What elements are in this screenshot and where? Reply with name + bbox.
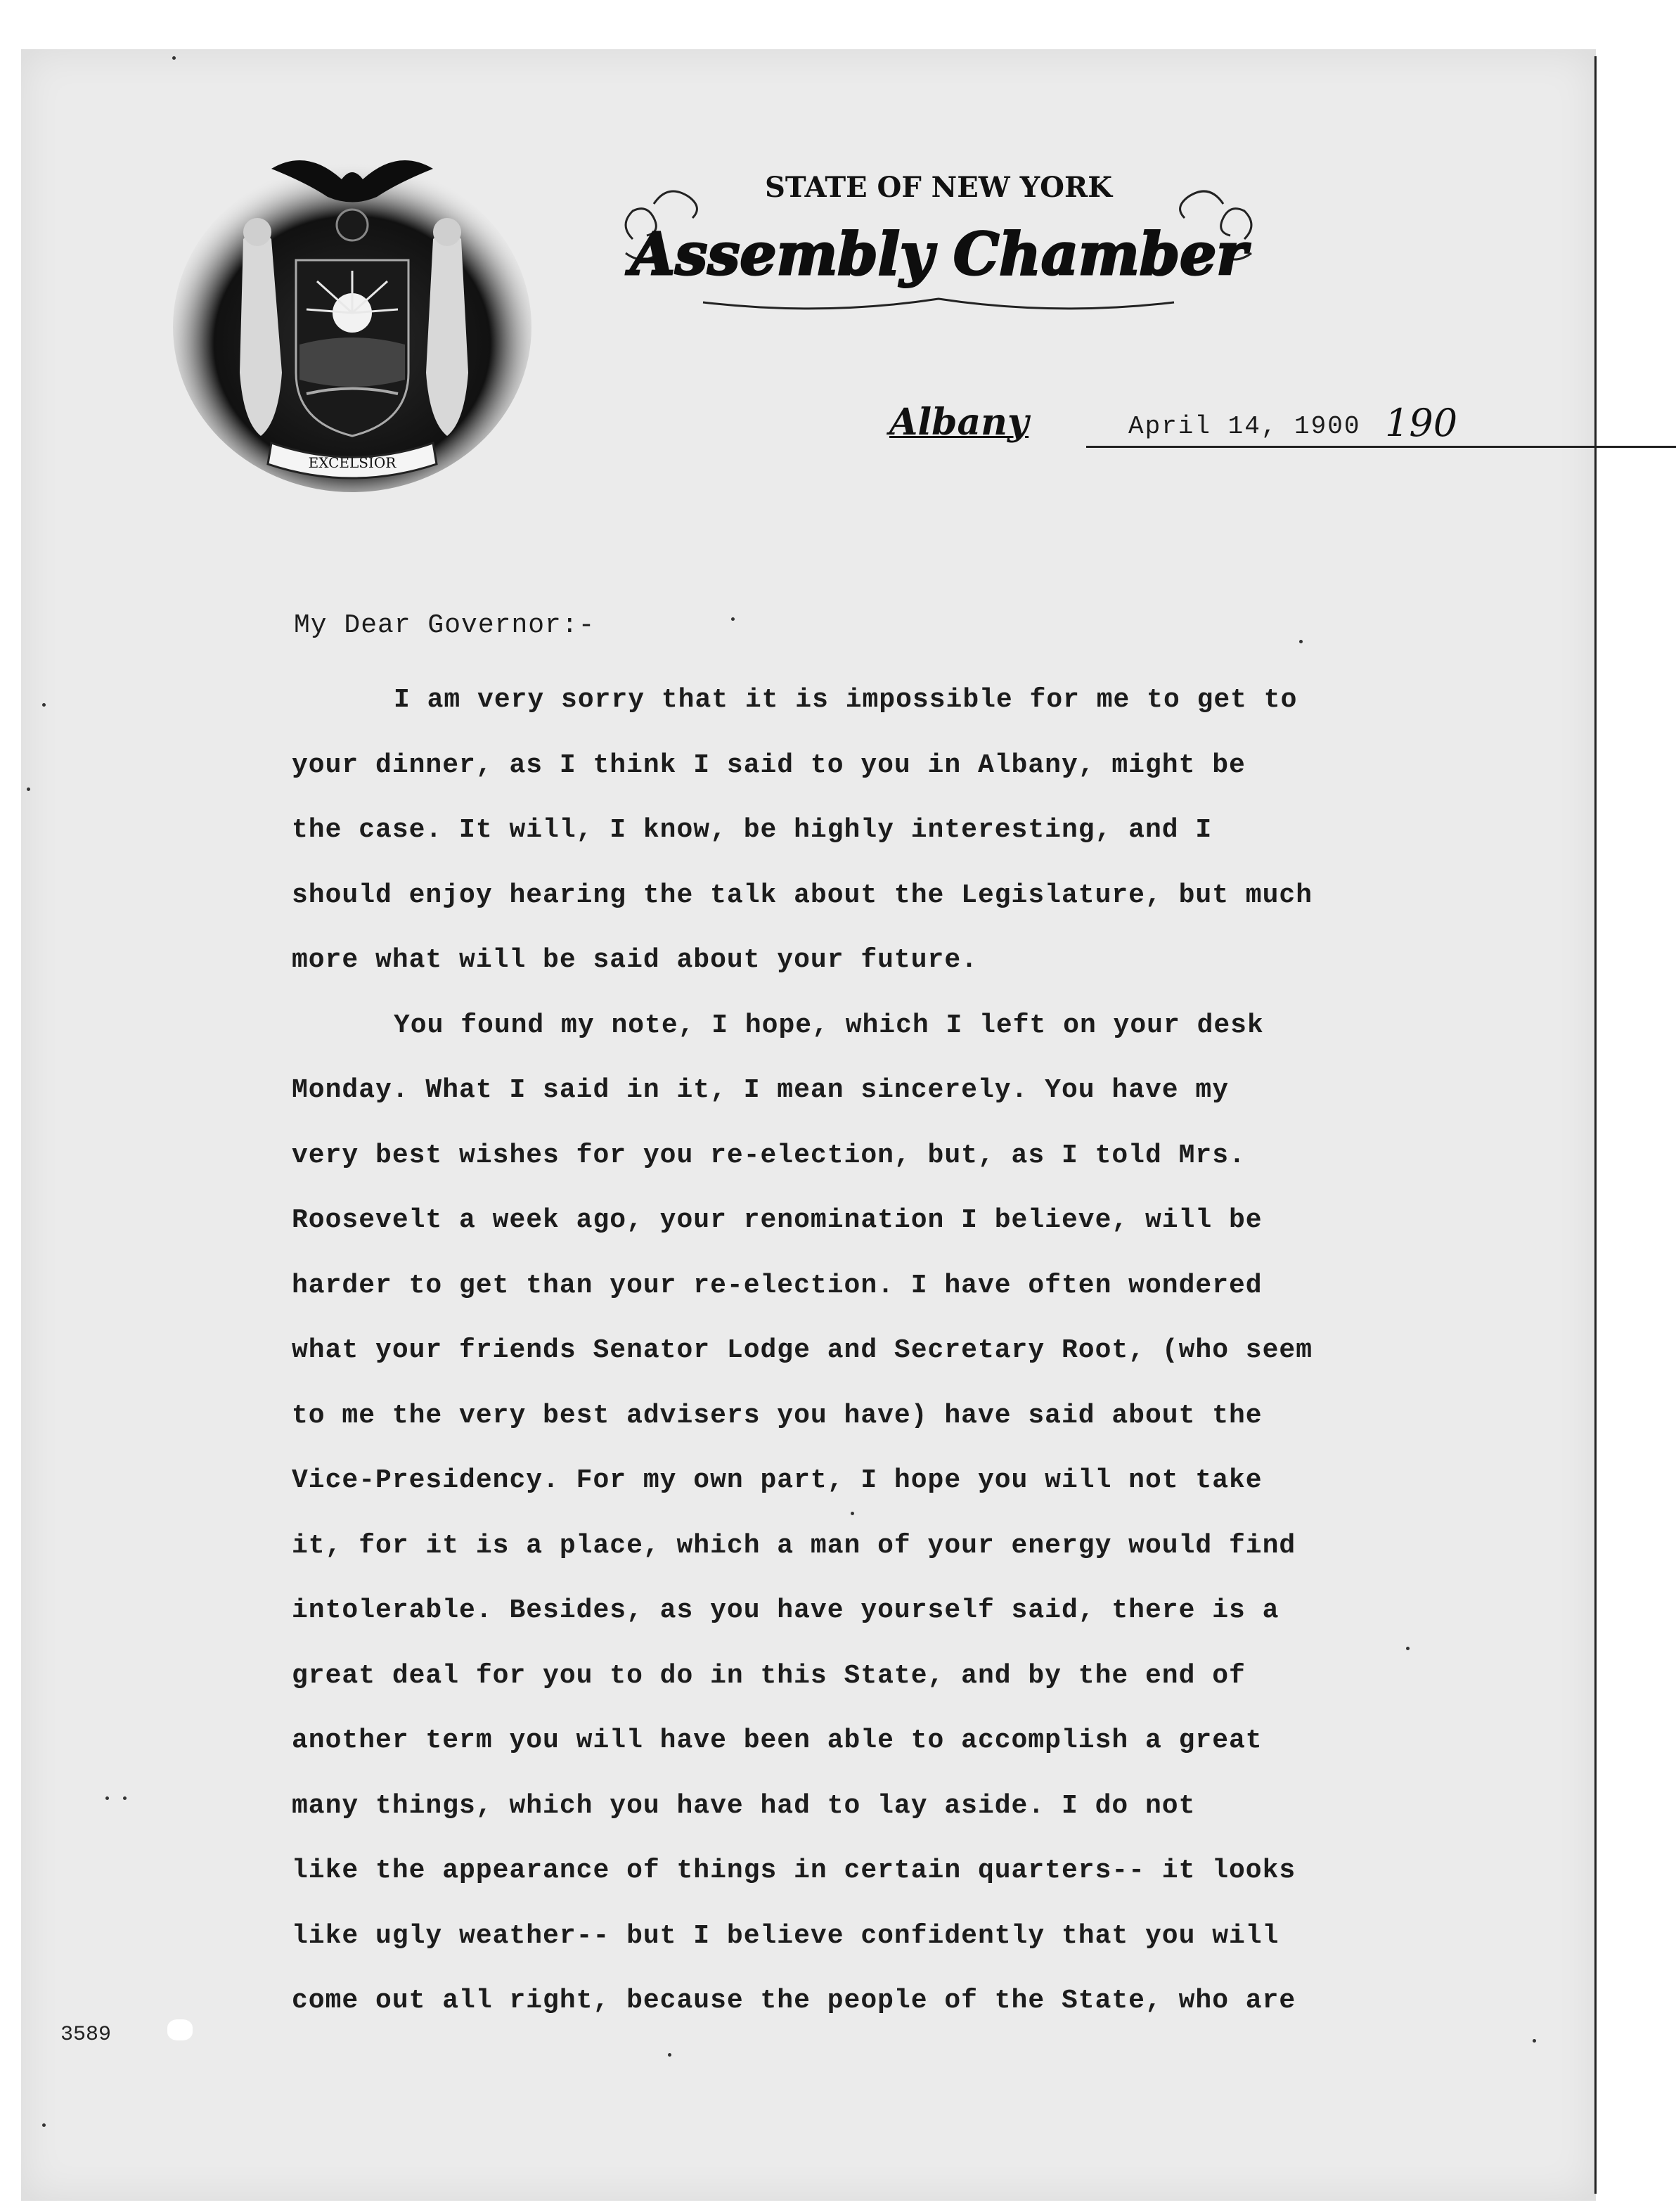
letter-date: April 14, 1900 (1128, 412, 1361, 441)
letter-line: You found my note, I hope, which I left on your desk (394, 1010, 1264, 1041)
letter-line: to me the very best advisers you have) have said about the (292, 1400, 1263, 1431)
letter-line: very best wishes for you re-election, but, as I told Mrs. (292, 1140, 1246, 1171)
letterhead-state: STATE OF NEW YORK (765, 171, 1112, 204)
dateline-rule (1086, 446, 1676, 448)
speck (27, 787, 30, 791)
speck (851, 1512, 854, 1515)
letter-line: intolerable. Besides, as you have yourself said, there is a (292, 1595, 1279, 1626)
letter-line: it, for it is a place, which a man of your energy would find (292, 1530, 1296, 1561)
assembly-chamber-letterhead (612, 141, 1265, 323)
letter-line: I am very sorry that it is impossible for me to get to (394, 685, 1298, 715)
page-number: 3589 (60, 2023, 112, 2047)
dateline (889, 401, 1508, 457)
letter-line: like the appearance of things in certain quarters-- it looks (292, 1856, 1296, 1886)
printed-year-prefix: 190 (1385, 401, 1458, 445)
letter-line: Roosevelt a week ago, your renomination I believe, will be (292, 1205, 1263, 1235)
speck (1406, 1647, 1410, 1650)
speck (123, 1796, 127, 1800)
speck (172, 56, 176, 60)
letter-line: what your friends Senator Lodge and Secretary Root, (who seem (292, 1335, 1313, 1365)
new-york-state-seal (166, 141, 539, 492)
letter-line: should enjoy hearing the talk about the Legislature, but much (292, 880, 1313, 911)
dateline-place: Albany (889, 401, 1029, 444)
letter-line: Monday. What I said in it, I mean sincerely. You have my (292, 1075, 1230, 1105)
letterhead-chamber: Assembly Chamber (630, 221, 1247, 288)
letter-line: great deal for you to do in this State, and by the end of (292, 1660, 1246, 1691)
letter-line: harder to get than your re-election. I have often wondered (292, 1270, 1263, 1301)
speck (731, 617, 735, 621)
letter-line: your dinner, as I think I said to you in Albany, might be (292, 750, 1246, 780)
seal-motto: EXCELSIOR (308, 454, 397, 471)
letter-line: the case. It will, I know, be highly interesting, and I (292, 815, 1213, 845)
letter-line: another term you will have been able to accomplish a great (292, 1725, 1263, 1756)
page-edge-shadow (1594, 56, 1597, 2194)
speck (42, 703, 46, 707)
letter-line: many things, which you have had to lay aside. I do not (292, 1790, 1196, 1821)
ink-blot (167, 2019, 193, 2040)
letter-line: like ugly weather-- but I believe confidently that you will (292, 1920, 1279, 1951)
speck (42, 2123, 46, 2127)
speck (1533, 2039, 1536, 2043)
letter-line: come out all right, because the people of the State, who are (292, 1986, 1296, 2016)
letter-line: Vice-Presidency. For my own part, I hope you will not take (292, 1465, 1263, 1496)
speck (1299, 640, 1303, 643)
letter-line: more what will be said about your future. (292, 945, 978, 975)
speck (668, 2053, 671, 2057)
salutation: My Dear Governor:- (294, 610, 595, 641)
letter-body (292, 668, 1459, 2034)
speck (105, 1796, 109, 1800)
